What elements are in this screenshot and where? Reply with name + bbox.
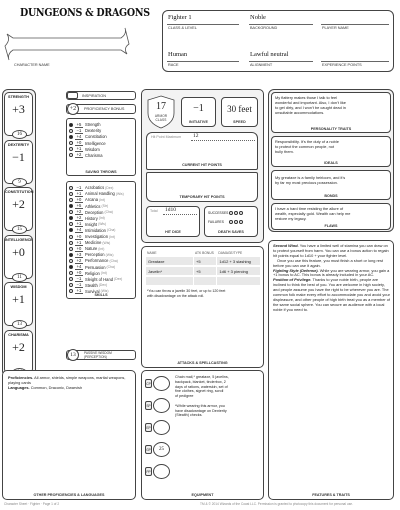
save-row-intelligence [69, 140, 106, 146]
row-ability: (Cha) [106, 228, 116, 233]
coin-pp [145, 463, 171, 481]
ability-modifier[interactable]: +1 [12, 292, 25, 306]
proficiency-dot[interactable] [69, 210, 73, 214]
ability-modifier[interactable]: +2 [12, 197, 25, 211]
ability-modifier[interactable]: +3 [12, 102, 25, 116]
successes-label: SUCCESSES [208, 211, 229, 215]
coin-sp [145, 397, 171, 415]
saving-throws-title: SAVING THROWS [85, 170, 117, 174]
equipment-panel [141, 370, 264, 500]
attacks-table [145, 249, 261, 287]
initiative-value[interactable]: −1 [193, 103, 204, 114]
ability-intelligence [4, 235, 33, 279]
features-list[interactable] [273, 244, 391, 313]
proficiency-dot[interactable] [69, 186, 73, 190]
race-value[interactable]: Human [168, 51, 188, 58]
coin-value[interactable] [153, 398, 170, 413]
row-modifier[interactable]: +2 [76, 215, 82, 221]
initiative-box [181, 97, 216, 127]
ability-dexterity [4, 140, 33, 184]
coin-label: CP [145, 379, 152, 388]
attacks-panel [141, 246, 264, 368]
flaws-text[interactable]: I have a hard time resisting the allure of wealth, especially gold. Wealth can help me restore my legacy. [275, 206, 351, 221]
row-ability: (Int) [100, 271, 107, 276]
coin-value[interactable]: 25 [153, 442, 170, 457]
proficiency-dot[interactable] [69, 216, 73, 220]
proficiency-bonus-value[interactable]: +2 [67, 103, 79, 115]
ability-modifier[interactable]: +0 [12, 244, 25, 259]
background-label: BACKGROUND [250, 26, 278, 30]
attack-name[interactable] [146, 277, 193, 285]
success-bubble-3[interactable] [239, 211, 243, 215]
skills-panel [66, 181, 136, 299]
hit-dice-box [146, 206, 200, 237]
row-modifier[interactable]: −1 [76, 282, 82, 288]
row-modifier[interactable]: +1 [76, 239, 82, 245]
skill-row-religion [69, 270, 107, 276]
row-ability: (Int) [109, 234, 116, 239]
row-ability: (Dex) [105, 185, 114, 190]
attack-damage-header: DAMAGE/TYPE [218, 251, 243, 255]
coin-gp [145, 441, 171, 459]
personality-traits-text[interactable]: My flattery makes those I talk to feel wonderful and important. Also, I don’t like to get dirty, and I won’t be caught dead in unsuitable accommodations. [275, 95, 346, 115]
row-label: Constitution [85, 134, 107, 140]
inspiration-checkbox[interactable] [67, 92, 78, 99]
race-label: RACE [168, 63, 179, 67]
skill-row-arcana [69, 197, 105, 203]
failure-bubble-1[interactable] [229, 220, 233, 224]
equipment-title: EQUIPMENT [191, 493, 214, 497]
footer-right: TM & © 2014 Wizards of the Coast LLC. Permission is granted to photocopy this document for personal use. [200, 502, 353, 506]
save-row-wisdom [69, 146, 100, 152]
row-label: Animal Handling [85, 191, 115, 197]
feature-text: While you are wearing armor, you gain a +1 bonus to AC. This bonus is already included in your AC. [273, 267, 390, 278]
attack-bonus[interactable]: +5 [194, 257, 216, 265]
skill-row-history [69, 216, 105, 222]
row-label: Performance [85, 258, 109, 264]
save-row-strength [69, 122, 100, 128]
row-ability: (Str) [101, 204, 109, 209]
skill-row-deception [69, 209, 113, 215]
proficiency-dot[interactable] [69, 259, 73, 263]
row-modifier[interactable]: +3 [76, 251, 82, 257]
bonds-text[interactable]: My greataxe is a family heirloom, and it’s by far my most precious possession. [275, 175, 346, 185]
row-label: Survival [85, 288, 100, 294]
row-label: Perception [85, 252, 105, 258]
ideals-box [271, 136, 391, 167]
proficiency-dot[interactable] [69, 241, 73, 245]
bonds-label: BONDS [324, 194, 338, 198]
row-ability: (Cha) [106, 265, 115, 270]
row-label: Deception [85, 209, 104, 215]
row-label: Religion [85, 270, 100, 276]
row-modifier[interactable]: +0 [76, 140, 82, 146]
background-value[interactable]: Noble [250, 14, 266, 21]
proficiency-dot[interactable] [69, 129, 73, 133]
attacks-title: ATTACKS & SPELLCASTING [177, 361, 228, 365]
feature-text: Thanks to your noble birth, people are inclined to think the best of you. You are welcome in high society, and people assume you have the right to be wherever you are. The common folk make every effort to accommodate you and avoid your displeasure, and other people of high birth treat you as a member of the same social sphere. You can secure an audience with a local noble if you need to. [273, 277, 391, 312]
armor-class-box [146, 95, 176, 129]
skill-row-athletics [69, 203, 108, 209]
row-ability: (Wis) [115, 191, 124, 196]
proficiency-dot[interactable] [69, 222, 73, 226]
initiative-label: INITIATIVE [188, 120, 209, 124]
row-label: Arcana [85, 197, 98, 203]
attack-row [146, 257, 260, 265]
skill-row-animal-handling [69, 191, 124, 197]
row-ability: (Dex) [98, 283, 108, 288]
inspiration-label: INSPIRATION [82, 94, 106, 98]
row-modifier[interactable]: +5 [76, 203, 82, 209]
coin-cp [145, 375, 171, 393]
feature-text: Once you use this feature, you must finish a short or long rest before you can use it again. [273, 257, 383, 268]
skill-row-investigation [69, 234, 115, 240]
attack-bonus[interactable] [194, 277, 216, 285]
features-traits-panel [268, 240, 394, 500]
failures-label: FAILURES [208, 220, 224, 224]
row-modifier[interactable]: +4 [76, 227, 82, 233]
speed-label: SPEED [233, 120, 246, 124]
ability-name: WISDOM [10, 285, 27, 289]
proficiency-dot[interactable] [69, 153, 73, 157]
current-hp-label: CURRENT HIT POINTS [182, 163, 222, 167]
coin-label: EP [145, 423, 152, 432]
row-modifier[interactable]: +1 [76, 288, 82, 294]
armor-class-label: ARMOR CLASS [154, 114, 168, 122]
attack-damage[interactable]: 1d6 + 3 piercing [217, 267, 260, 275]
row-modifier[interactable]: +2 [76, 257, 82, 263]
row-label: Intelligence [85, 140, 106, 146]
row-ability: (Wis) [102, 240, 111, 245]
row-ability: (Cha) [104, 210, 113, 215]
proficiency-dot[interactable] [69, 147, 73, 151]
ideals-text[interactable]: Responsibility. It’s the duty of a noble to protect the common people, not bully them. [275, 139, 339, 154]
experience-points-label: EXPERIENCE POINTS [322, 63, 362, 67]
attack-name[interactable]: Javelin* [146, 267, 193, 275]
hit-dice-total-label: Total [150, 209, 158, 213]
coin-label: GP [145, 445, 152, 454]
row-label: Strength [85, 122, 101, 128]
row-label: Medicine [85, 240, 102, 246]
temp-hp-label: TEMPORARY HIT POINTS [179, 195, 225, 199]
feature-name: Fighting Style (Defense). [273, 267, 319, 273]
row-modifier[interactable]: +0 [76, 233, 82, 239]
proficiency-dot[interactable] [69, 228, 73, 232]
armor-class-value[interactable]: 17 [156, 101, 166, 112]
row-modifier[interactable]: +2 [76, 152, 82, 158]
flaws-label: FLAWS [324, 224, 338, 228]
dnd-logo: DUNGEONS & DRAGONS [20, 6, 150, 19]
ability-charisma [4, 330, 33, 374]
languages-value: Common, Draconic, Dwarvish [29, 385, 83, 390]
current-hp-box [146, 132, 258, 170]
row-label: Stealth [85, 282, 98, 288]
skill-row-performance [69, 258, 118, 264]
row-ability: (Dex) [114, 277, 123, 282]
proficiencies-value: All armor, shields, simple weapons, martial weapons, playing cards [8, 375, 126, 385]
ability-name: CHARISMA [8, 332, 29, 337]
proficiency-dot[interactable] [69, 141, 73, 145]
success-bubble-2[interactable] [234, 211, 238, 215]
ability-constitution [4, 187, 33, 231]
ability-score[interactable]: 11 [12, 273, 27, 282]
languages-label: Languages. [8, 385, 30, 390]
row-label: Dexterity [85, 128, 102, 134]
row-label: Intimidation [85, 227, 106, 233]
temp-hp-box [146, 172, 258, 202]
row-ability: (Int) [98, 197, 106, 202]
skill-row-insight [69, 222, 106, 228]
bonds-box [271, 170, 391, 200]
equipment-text[interactable]: Chain mail,* greataxe, 5 javelins, backpack, blanket, tinderbox, 2 days of rations, waterskin, set of fine clothes, signet ring, scroll of pedigree *While wearing this armor, you have disadvantage on Dexterity (Stealth) checks. [175, 375, 229, 418]
speed-value[interactable]: 30 feet [227, 104, 252, 114]
hit-dice-total-value[interactable]: 1d10 [165, 207, 176, 213]
row-modifier[interactable]: −1 [76, 276, 82, 282]
attack-name-header: NAME [147, 251, 157, 255]
coin-value[interactable] [153, 420, 170, 435]
row-label: Sleight of Hand [85, 276, 113, 282]
row-modifier[interactable]: +1 [76, 190, 82, 196]
hp-max-label: Hit Point Maximum [151, 135, 182, 139]
coin-label: PP [145, 467, 152, 476]
ability-wisdom [4, 282, 33, 326]
failure-bubble-2[interactable] [234, 220, 238, 224]
ability-strength [4, 92, 33, 136]
coin-ep [145, 419, 171, 437]
temp-hp-input[interactable] [149, 175, 255, 193]
success-bubble-1[interactable] [229, 211, 233, 215]
alignment-value[interactable]: Lawful neutral [250, 51, 289, 58]
row-modifier[interactable]: −1 [76, 184, 82, 190]
failure-bubble-3[interactable] [239, 220, 243, 224]
row-label: Athletics [85, 203, 101, 209]
skill-row-medicine [69, 240, 110, 246]
skills-title: SKILLS [94, 293, 108, 297]
proficiency-dot[interactable] [69, 277, 73, 281]
alignment-label: ALIGNMENT [250, 63, 273, 67]
coin-label: SP [145, 401, 152, 410]
row-ability: (Wis) [100, 289, 109, 294]
attack-damage[interactable]: 1d12 + 3 slashing [217, 257, 260, 265]
current-hp-input[interactable] [149, 142, 255, 162]
attack-row [146, 267, 260, 275]
attack-damage[interactable] [217, 277, 260, 285]
ability-modifier[interactable]: −1 [12, 149, 25, 164]
feature-item [273, 244, 391, 259]
personality-traits-box [271, 92, 391, 133]
row-label: Nature [85, 246, 98, 252]
ability-name: STRENGTH [8, 95, 29, 99]
skill-row-perception [69, 252, 114, 258]
ability-score[interactable]: 9 [12, 178, 27, 187]
hit-dice-label: HIT DICE [165, 230, 181, 234]
proficiency-dot[interactable] [69, 253, 73, 257]
ability-score[interactable]: 16 [12, 130, 27, 139]
ability-score[interactable]: 13 [12, 320, 27, 329]
proficiencies-label: Proficiencies. [8, 375, 34, 380]
hp-max-value[interactable]: 12 [193, 133, 199, 139]
save-row-charisma [69, 153, 103, 159]
skill-row-nature [69, 246, 104, 252]
proficiencies-text[interactable] [8, 375, 132, 390]
passive-wisdom-value[interactable]: 13 [67, 349, 79, 361]
row-ability: (Wis) [98, 222, 106, 227]
coin-value[interactable] [153, 464, 170, 479]
ability-name: CONSTITUTION [5, 190, 34, 194]
skill-row-persuasion [69, 264, 115, 270]
row-ability: (Int) [98, 216, 105, 221]
row-modifier[interactable]: +1 [76, 221, 82, 227]
proficiency-dot[interactable] [69, 265, 73, 269]
proficiency-dot[interactable] [69, 247, 73, 251]
skill-row-sleight-of-hand [69, 277, 122, 283]
row-label: History [85, 215, 98, 221]
personality-traits-label: PERSONALITY TRAITS [310, 127, 352, 131]
feature-text: You have a limited well of stamina you can draw on to protect yourself from harm. You can use a bonus action to regain hit points equal to 1d10 + your fighter level. [273, 243, 389, 258]
skill-row-acrobatics [69, 185, 113, 191]
row-modifier[interactable]: +4 [76, 264, 82, 270]
attacks-note[interactable]: *You can throw a javelin 30 feet, or up to 120 feet with disadvantage on the attack roll. [147, 289, 226, 298]
row-label: Wisdom [85, 146, 100, 152]
row-label: Investigation [85, 234, 108, 240]
features-traits-title: FEATURES & TRAITS [312, 493, 350, 497]
death-saves-box [204, 206, 258, 237]
proficiency-dot[interactable] [69, 204, 73, 208]
coin-value[interactable] [153, 376, 170, 391]
attack-row [146, 277, 260, 285]
ability-name: INTELLIGENCE [5, 237, 33, 242]
passive-wisdom-label: PASSIVE WISDOM (PERCEPTION) [84, 351, 112, 359]
ideals-label: IDEALS [324, 161, 338, 165]
ability-name: DEXTERITY [7, 142, 30, 147]
proficiencies-title: OTHER PROFICIENCIES & LANGUAGES [33, 493, 105, 497]
row-modifier[interactable]: +2 [76, 209, 82, 215]
ability-score[interactable]: 15 [12, 225, 27, 234]
proficiency-dot[interactable] [69, 135, 73, 139]
save-row-dexterity [69, 128, 101, 134]
attack-bonus-header: ATK BONUS [195, 251, 214, 255]
saving-throws-panel [66, 118, 136, 176]
feature-item [273, 278, 391, 312]
row-label: Acrobatics [85, 185, 105, 191]
row-modifier[interactable]: +1 [76, 146, 82, 152]
row-modifier[interactable]: +4 [76, 133, 82, 139]
proficiency-bonus-label: PROFICIENCY BONUS [84, 107, 125, 111]
proficiency-dot[interactable] [69, 123, 73, 127]
row-modifier[interactable]: +5 [76, 121, 82, 127]
death-saves-label: DEATH SAVES [218, 230, 244, 234]
feature-name: Second Wind. [273, 243, 299, 248]
proficiency-dot[interactable] [69, 192, 73, 196]
proficiency-dot[interactable] [69, 271, 73, 275]
footer-left: Character Sheet · Fighter · Page 1 of 2 [4, 502, 60, 506]
character-name-label: CHARACTER NAME [14, 63, 50, 67]
skill-row-stealth [69, 283, 107, 289]
attack-bonus[interactable]: +5 [194, 267, 216, 275]
flaws-box [271, 203, 391, 230]
attack-name[interactable]: Greataxe [146, 257, 193, 265]
row-modifier[interactable]: −1 [76, 127, 82, 133]
player-name-label: PLAYER NAME [322, 26, 349, 30]
row-label: Persuasion [85, 264, 106, 270]
row-ability: (Wis) [105, 252, 114, 257]
class-level-value[interactable]: Fighter 1 [168, 14, 192, 21]
speed-box [221, 97, 258, 127]
feature-name: Position of Privilege. [273, 277, 312, 283]
row-modifier[interactable]: +0 [76, 245, 82, 251]
row-modifier[interactable]: +0 [76, 196, 82, 202]
row-ability: (Cha) [109, 258, 118, 263]
proficiency-dot[interactable] [69, 283, 73, 287]
ability-modifier[interactable]: +2 [12, 339, 25, 354]
class-level-label: CLASS & LEVEL [168, 26, 197, 30]
proficiencies-languages-panel [2, 370, 136, 500]
proficiency-dot[interactable] [69, 235, 73, 239]
row-modifier[interactable]: +0 [76, 270, 82, 276]
row-label: Charisma [85, 152, 103, 158]
save-row-constitution [69, 134, 107, 140]
row-ability: (Int) [98, 246, 105, 251]
skill-row-intimidation [69, 228, 115, 234]
proficiency-dot[interactable] [69, 198, 73, 202]
row-label: Insight [85, 221, 98, 227]
